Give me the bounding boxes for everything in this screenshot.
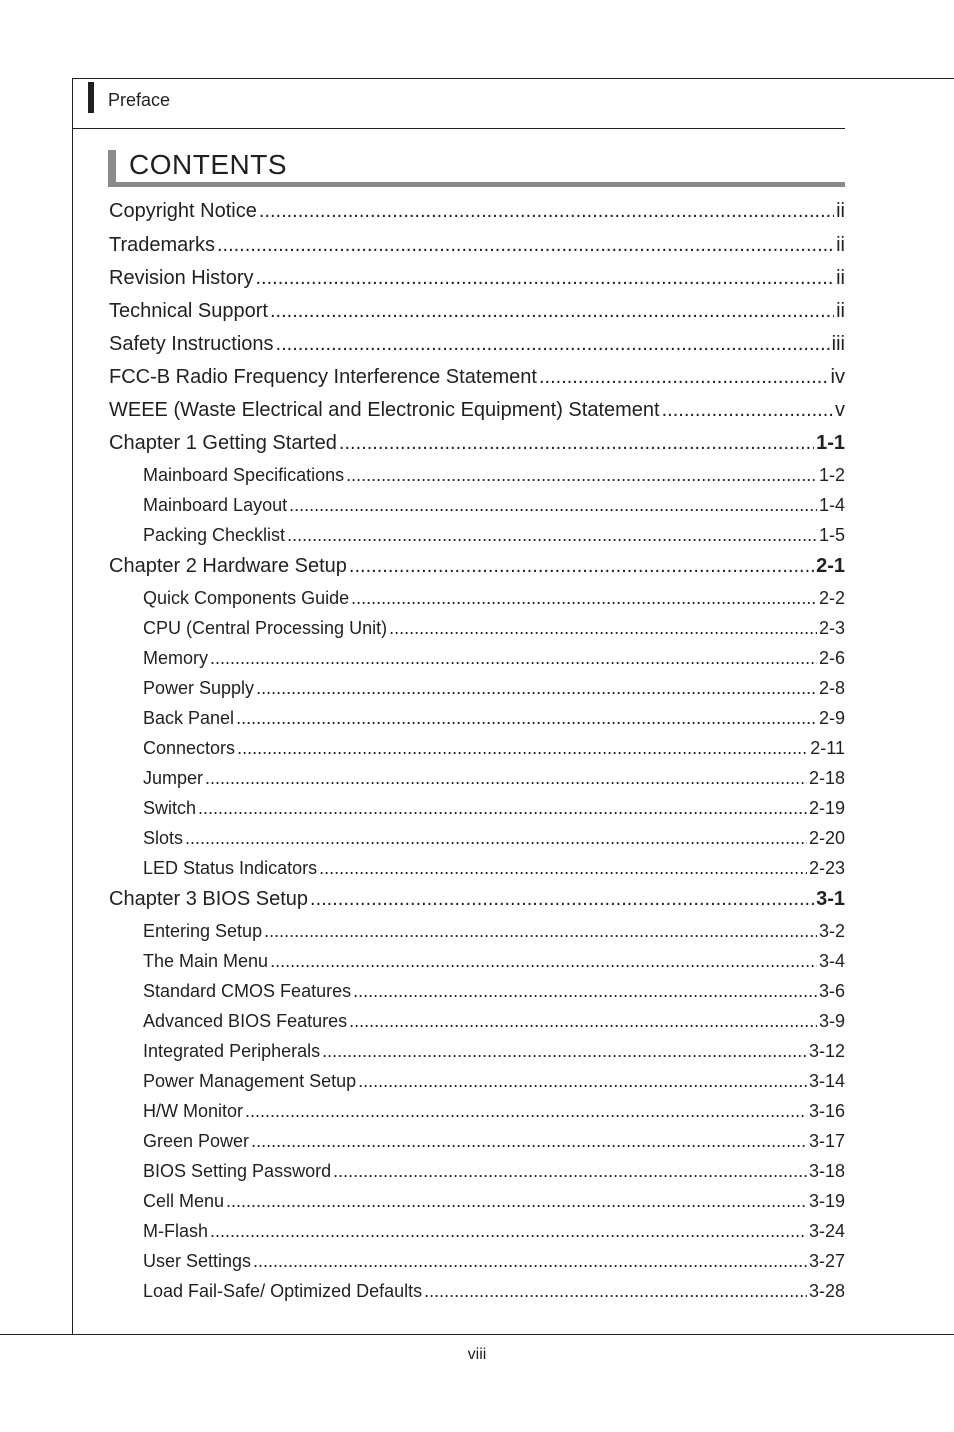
dot-leader — [259, 200, 834, 223]
toc-entry-page: 3-14 — [808, 1071, 845, 1091]
dot-leader — [264, 921, 817, 942]
toc-entry-title: The Main Menu — [143, 951, 269, 971]
toc-entry-title: Mainboard Specifications — [143, 465, 345, 485]
page-frame-bottom-rule — [0, 1334, 954, 1335]
table-of-contents — [109, 200, 845, 1311]
toc-entry-title: Jumper — [143, 768, 204, 788]
toc-entry-page: 3-18 — [808, 1161, 845, 1181]
dot-leader — [349, 555, 814, 578]
dot-leader — [389, 618, 817, 639]
toc-subentry[interactable] — [109, 828, 845, 858]
toc-entry-title: Standard CMOS Features — [143, 981, 352, 1001]
toc-entry-title: Packing Checklist — [143, 525, 286, 545]
toc-entry-page: 2-3 — [818, 618, 845, 638]
toc-entry-page: 3-17 — [808, 1131, 845, 1151]
toc-subentry[interactable] — [109, 1101, 845, 1131]
dot-leader — [353, 981, 817, 1002]
toc-entry-title: Revision History — [109, 267, 254, 289]
toc-entry-page: 2-6 — [818, 648, 845, 668]
toc-subentry[interactable] — [109, 708, 845, 738]
dot-leader — [255, 267, 834, 290]
toc-subentry[interactable] — [109, 798, 845, 828]
toc-entry-page: 3-4 — [818, 951, 845, 971]
page-number: viii — [467, 1346, 487, 1363]
toc-entry-title: BIOS Setting Password — [143, 1161, 332, 1181]
toc-entry-title: Connectors — [143, 738, 236, 758]
toc-entry-title: Slots — [143, 828, 184, 848]
toc-entry-page: 2-18 — [808, 768, 845, 788]
toc-subentry[interactable] — [109, 1221, 845, 1251]
toc-entry[interactable] — [109, 333, 845, 366]
title-underline — [108, 182, 845, 187]
toc-entry-title: Back Panel — [143, 708, 235, 728]
toc-entry[interactable] — [109, 200, 845, 234]
header-section-label: Preface — [108, 90, 171, 110]
toc-entry-title: M-Flash — [143, 1221, 209, 1241]
toc-subentry[interactable] — [109, 1071, 845, 1101]
toc-entry-title: Load Fail-Safe/ Optimized Defaults — [143, 1281, 423, 1301]
dot-leader — [351, 588, 817, 609]
toc-entry-title: Chapter 3 BIOS Setup — [109, 888, 309, 910]
toc-entry[interactable] — [109, 399, 845, 432]
dot-leader — [289, 495, 817, 516]
toc-entry-page: iv — [830, 366, 845, 388]
toc-entry-page: 1-5 — [818, 525, 845, 545]
page-title: CONTENTS — [129, 149, 287, 180]
dot-leader — [185, 828, 807, 849]
dot-leader — [210, 648, 817, 669]
toc-subentry[interactable] — [109, 588, 845, 618]
dot-leader — [322, 1041, 807, 1062]
header-divider — [72, 128, 845, 129]
toc-entry-title: Chapter 1 Getting Started — [109, 432, 337, 454]
dot-leader — [287, 525, 817, 546]
page-frame-left-rule — [72, 78, 73, 1335]
toc-entry-title: Quick Components Guide — [143, 588, 350, 608]
toc-subentry[interactable] — [109, 1251, 845, 1281]
toc-entry-page: 2-20 — [808, 828, 845, 848]
toc-entry-title: Green Power — [143, 1131, 250, 1151]
toc-entry-page: 3-12 — [808, 1041, 845, 1061]
toc-subentry[interactable] — [109, 951, 845, 981]
toc-subentry[interactable] — [109, 1041, 845, 1071]
toc-entry-title: WEEE (Waste Electrical and Electronic Equipment) Statement — [109, 399, 660, 421]
toc-subentry[interactable] — [109, 1131, 845, 1161]
toc-entry-title: Copyright Notice — [109, 200, 257, 222]
toc-entry-page: 3-27 — [808, 1251, 845, 1271]
dot-leader — [358, 1071, 807, 1092]
toc-entry-page: 2-8 — [818, 678, 845, 698]
dot-leader — [256, 678, 817, 699]
toc-entry-page: 1-1 — [816, 432, 845, 454]
toc-entry-title: Switch — [143, 798, 197, 818]
dot-leader — [236, 708, 817, 729]
toc-entry-page: 2-19 — [808, 798, 845, 818]
dot-leader — [346, 465, 817, 486]
toc-entry-title: Technical Support — [109, 300, 268, 322]
toc-entry-title: Power Management Setup — [143, 1071, 357, 1091]
toc-subentry[interactable] — [109, 648, 845, 678]
toc-entry-title: Mainboard Layout — [143, 495, 288, 515]
toc-entry-page: 3-1 — [816, 888, 845, 910]
dot-leader — [310, 888, 814, 911]
toc-entry-title: Power Supply — [143, 678, 255, 698]
toc-subentry[interactable] — [109, 618, 845, 648]
dot-leader — [424, 1281, 807, 1302]
dot-leader — [245, 1101, 807, 1122]
dot-leader — [339, 432, 814, 455]
dot-leader — [198, 798, 807, 819]
toc-entry-page: iii — [831, 333, 845, 355]
toc-entry-page: 2-2 — [818, 588, 845, 608]
toc-entry-page: 3-24 — [808, 1221, 845, 1241]
toc-entry-title: CPU (Central Processing Unit) — [143, 618, 388, 638]
dot-leader — [237, 738, 808, 759]
toc-entry-page: 1-4 — [818, 495, 845, 515]
toc-entry-page: 2-23 — [808, 858, 845, 878]
toc-subentry[interactable] — [109, 678, 845, 708]
dot-leader — [662, 399, 833, 422]
toc-subentry[interactable] — [109, 738, 845, 768]
toc-entry-page: 3-28 — [808, 1281, 845, 1301]
toc-subentry[interactable] — [109, 495, 845, 525]
toc-entry[interactable] — [109, 888, 845, 921]
toc-entry-title: Advanced BIOS Features — [143, 1011, 348, 1031]
toc-entry[interactable] — [109, 234, 845, 267]
dot-leader — [253, 1251, 807, 1272]
title-marker-bar — [108, 150, 116, 186]
dot-leader — [333, 1161, 807, 1182]
toc-entry-title: Trademarks — [109, 234, 215, 256]
toc-entry-page: ii — [836, 267, 845, 289]
toc-entry-title: Entering Setup — [143, 921, 263, 941]
toc-entry[interactable] — [109, 267, 845, 300]
dot-leader — [217, 234, 834, 257]
dot-leader — [210, 1221, 807, 1242]
toc-entry-title: Safety Instructions — [109, 333, 274, 355]
toc-entry-page: 3-19 — [808, 1191, 845, 1211]
dot-leader — [276, 333, 830, 356]
toc-entry-title: FCC-B Radio Frequency Interference Statement — [109, 366, 537, 388]
toc-entry[interactable] — [109, 432, 845, 465]
toc-entry[interactable] — [109, 300, 845, 333]
toc-entry-page: 3-9 — [818, 1011, 845, 1031]
toc-entry-page: v — [835, 399, 845, 421]
toc-entry-title: User Settings — [143, 1251, 252, 1271]
toc-subentry[interactable] — [109, 1161, 845, 1191]
dot-leader — [319, 858, 807, 879]
page-frame-top-rule — [72, 78, 954, 79]
toc-entry[interactable] — [109, 366, 845, 399]
toc-subentry[interactable] — [109, 465, 845, 495]
toc-subentry[interactable] — [109, 768, 845, 798]
dot-leader — [539, 366, 829, 389]
toc-subentry[interactable] — [109, 981, 845, 1011]
toc-subentry[interactable] — [109, 525, 845, 555]
toc-entry-page: ii — [836, 300, 845, 322]
toc-entry-title: Cell Menu — [143, 1191, 225, 1211]
toc-entry-page: 2-1 — [816, 555, 845, 577]
header-marker-bar — [88, 82, 94, 113]
toc-entry[interactable] — [109, 555, 845, 588]
dot-leader — [205, 768, 807, 789]
dot-leader — [270, 951, 817, 972]
toc-entry-page: 2-9 — [818, 708, 845, 728]
dot-leader — [251, 1131, 807, 1152]
toc-entry-title: LED Status Indicators — [143, 858, 318, 878]
toc-entry-page: 3-16 — [808, 1101, 845, 1121]
toc-subentry[interactable] — [109, 858, 845, 888]
toc-entry-page: 3-2 — [818, 921, 845, 941]
dot-leader — [349, 1011, 817, 1032]
toc-entry-title: H/W Monitor — [143, 1101, 244, 1121]
toc-entry-title: Integrated Peripherals — [143, 1041, 321, 1061]
toc-entry-page: ii — [836, 200, 845, 222]
dot-leader — [270, 300, 834, 323]
toc-entry-title: Memory — [143, 648, 209, 668]
toc-subentry[interactable] — [109, 1191, 845, 1221]
dot-leader — [226, 1191, 807, 1212]
toc-entry-page: 3-6 — [818, 981, 845, 1001]
toc-entry-page: 1-2 — [818, 465, 845, 485]
toc-subentry[interactable] — [109, 1281, 845, 1311]
toc-entry-page: ii — [836, 234, 845, 256]
toc-subentry[interactable] — [109, 921, 845, 951]
toc-entry-page: 2-11 — [810, 738, 845, 758]
toc-subentry[interactable] — [109, 1011, 845, 1041]
toc-entry-title: Chapter 2 Hardware Setup — [109, 555, 347, 577]
